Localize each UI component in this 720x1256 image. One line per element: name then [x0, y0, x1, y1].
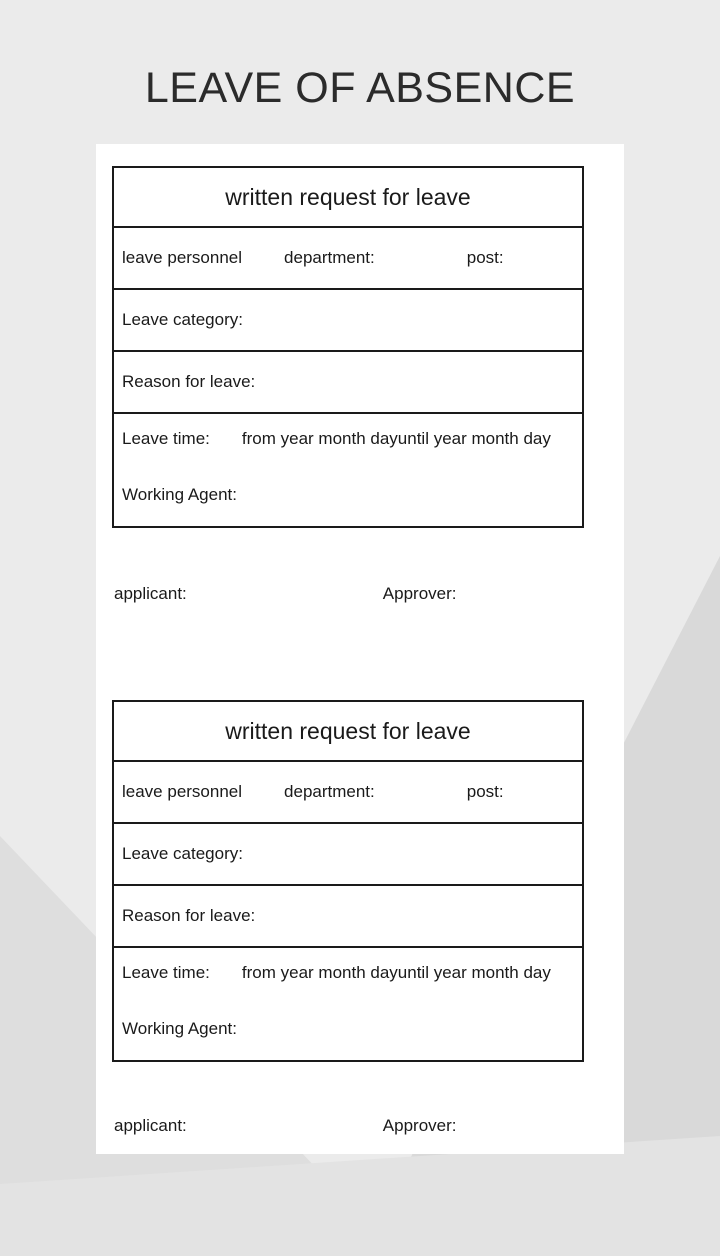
- form-2-leave-time-label: Leave time:: [122, 963, 210, 982]
- form-2-heading: written request for leave: [225, 717, 471, 744]
- form-1-personnel-label: leave personnel: [122, 248, 243, 267]
- form-1-working-agent-row: [114, 464, 582, 528]
- form-2-personnel-row: [114, 762, 582, 824]
- form-1-leave-time-row: [114, 414, 582, 464]
- form-2-department-label: department:: [284, 782, 375, 801]
- form-1-heading: written request for leave: [225, 183, 471, 210]
- form-1-category-row: [114, 290, 582, 352]
- form-2-post-label: post:: [466, 782, 504, 801]
- form-2-leave-time-range: from year month dayuntil year month day: [241, 963, 551, 982]
- form-2-table: [112, 700, 584, 1062]
- form-1-leave-time-range: from year month dayuntil year month day: [241, 429, 551, 448]
- form-2-category-row: [114, 824, 582, 886]
- form-2-personnel-label: leave personnel: [122, 782, 243, 801]
- form-2-reason-label: Reason for leave:: [122, 906, 256, 925]
- form-1-personnel-row: [114, 228, 582, 290]
- form-2-working-agent-label: Working Agent:: [122, 1019, 237, 1038]
- form-1-signature-row: [114, 584, 570, 604]
- form-2-signature-row: [114, 1116, 570, 1136]
- form-2-leave-time-row: [114, 948, 582, 998]
- form-2-heading-row: [114, 702, 582, 762]
- form-2-working-agent-row: [114, 998, 582, 1062]
- form-2-reason-row: [114, 886, 582, 948]
- form-2-applicant-label: applicant:: [114, 1116, 187, 1135]
- document-sheet: [96, 144, 624, 1154]
- form-1-heading-row: [114, 168, 582, 228]
- form-1-working-agent-label: Working Agent:: [122, 485, 237, 504]
- leave-request-form-2: [112, 700, 584, 1062]
- form-1-applicant-label: applicant:: [114, 584, 187, 603]
- form-1-table: [112, 166, 584, 528]
- form-2-category-label: Leave category:: [122, 844, 243, 863]
- form-1-department-label: department:: [284, 248, 375, 267]
- form-1-reason-row: [114, 352, 582, 414]
- form-1-leave-time-label: Leave time:: [122, 429, 210, 448]
- form-1-reason-label: Reason for leave:: [122, 372, 256, 391]
- form-2-approver-label: Approver:: [382, 1116, 457, 1135]
- page-title: LEAVE OF ABSENCE: [144, 64, 576, 112]
- form-1-approver-label: Approver:: [382, 584, 457, 603]
- leave-request-form-1: [112, 166, 584, 528]
- form-1-category-label: Leave category:: [122, 310, 243, 329]
- form-1-post-label: post:: [466, 248, 504, 267]
